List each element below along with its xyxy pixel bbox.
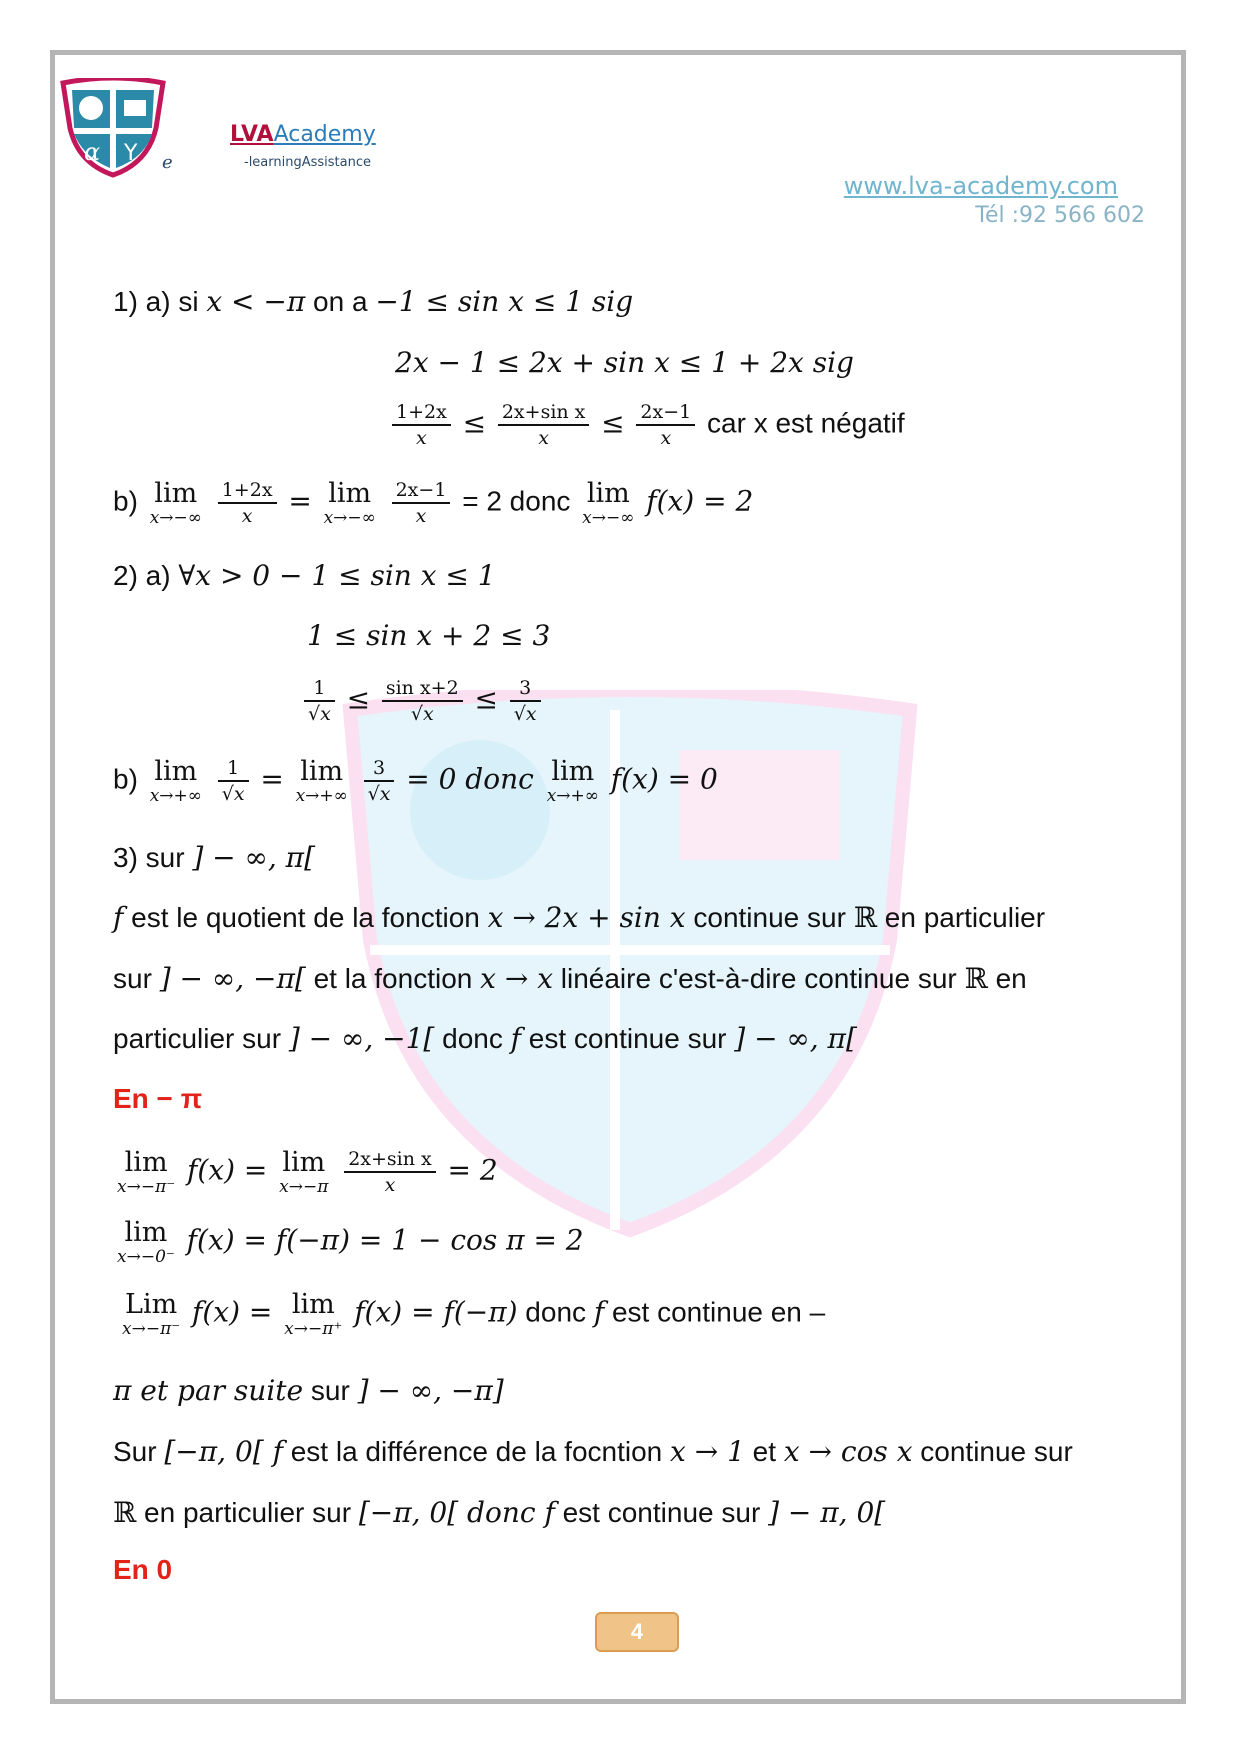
math: f bbox=[113, 901, 124, 934]
math: = bbox=[288, 484, 312, 518]
math: ] − ∞, π[ bbox=[192, 841, 315, 874]
lim-word: lim bbox=[551, 756, 595, 787]
numerator: 2x−1 bbox=[636, 400, 695, 426]
math: ℝ bbox=[113, 1496, 137, 1529]
numerator: 2x+sin x bbox=[344, 1147, 436, 1173]
limit bbox=[296, 757, 348, 805]
numerator: 3 bbox=[364, 756, 395, 782]
brand-subtitle: -learningAssistance bbox=[244, 155, 371, 170]
lim-sub: x→+∞ bbox=[295, 786, 348, 806]
website-link[interactable]: www.lva-academy.com bbox=[843, 172, 1118, 200]
text: sur bbox=[303, 1375, 358, 1406]
lim-sub: x→+∞ bbox=[149, 786, 202, 806]
paragraph-line-2 bbox=[113, 961, 1027, 997]
lim-sub: x→−0⁻ bbox=[117, 1247, 175, 1267]
denominator: √x bbox=[410, 703, 434, 725]
math: −1 ≤ sin x ≤ 1 sig bbox=[375, 285, 634, 318]
text: linéaire c'est-à-dire continue sur bbox=[552, 963, 965, 994]
math: f(x) = bbox=[192, 1295, 273, 1329]
brand-name bbox=[230, 122, 376, 147]
text: et la fonction bbox=[305, 963, 481, 994]
text: continue sur bbox=[912, 1436, 1073, 1467]
math: 1 ≤ sin x + 2 ≤ 3 bbox=[307, 619, 551, 652]
math: ] − ∞, π[ bbox=[734, 1022, 857, 1055]
math: f(x) = f(−π) = 1 − cos π = 2 bbox=[186, 1223, 584, 1257]
math: ] − ∞, −1[ bbox=[288, 1022, 435, 1055]
lim-word: lim bbox=[282, 1147, 326, 1178]
math: = bbox=[260, 762, 284, 796]
brand-lva: LVA bbox=[230, 122, 274, 147]
limit bbox=[150, 757, 202, 805]
lim-sub: x→−π⁺ bbox=[284, 1319, 343, 1339]
brand-academy: Academy bbox=[273, 122, 376, 147]
line-1a-step3 bbox=[388, 400, 905, 450]
paragraph-line-1 bbox=[113, 900, 1045, 936]
fraction bbox=[392, 478, 451, 528]
line-2b bbox=[113, 756, 718, 806]
heading-en-minus-pi: En − π bbox=[113, 1083, 203, 1114]
text: particulier sur bbox=[113, 1023, 289, 1054]
text: est continue sur bbox=[521, 1023, 735, 1054]
text: donc bbox=[517, 1296, 594, 1328]
math: f(x) = bbox=[187, 1153, 268, 1187]
lim-sub: x→+∞ bbox=[546, 786, 599, 806]
lim-sub: x→−∞ bbox=[582, 508, 635, 528]
lim-word: lim bbox=[586, 478, 630, 509]
text: on a bbox=[305, 286, 376, 317]
text: sur bbox=[113, 963, 160, 994]
math: π et par suite bbox=[113, 1374, 304, 1407]
paragraph-line-3 bbox=[113, 1021, 857, 1057]
text: en particulier sur bbox=[136, 1497, 359, 1528]
lim-sub: x→−π bbox=[279, 1177, 329, 1197]
math: [−π, 0[ bbox=[358, 1496, 459, 1529]
text: en particulier bbox=[876, 902, 1046, 933]
numerator: 3 bbox=[510, 676, 541, 702]
limit bbox=[279, 1148, 328, 1196]
text: est le quotient de la fonction bbox=[123, 902, 488, 933]
line-3 bbox=[113, 840, 315, 876]
text: continue sur bbox=[685, 902, 854, 933]
text: est continue en – bbox=[604, 1296, 826, 1328]
denominator: x bbox=[538, 427, 549, 449]
line-2a bbox=[113, 558, 496, 594]
denominator: x bbox=[241, 505, 253, 527]
text: donc bbox=[434, 1023, 511, 1054]
math: x → x bbox=[480, 962, 553, 995]
math: f bbox=[510, 1022, 522, 1055]
numerator: 2x+sin x bbox=[498, 400, 590, 426]
denominator: √x bbox=[221, 783, 245, 805]
continuity-line-1 bbox=[113, 1147, 498, 1197]
limit bbox=[150, 479, 202, 527]
math: f(x) = 0 bbox=[610, 762, 718, 796]
lim-sub: x→−π⁻ bbox=[122, 1319, 181, 1339]
svg-text:α: α bbox=[84, 138, 101, 166]
lim-sub: x→−∞ bbox=[149, 508, 202, 528]
math: f bbox=[593, 1295, 605, 1329]
math: x → cos x bbox=[783, 1435, 913, 1468]
limit bbox=[547, 757, 599, 805]
denominator: x bbox=[416, 427, 427, 449]
limit bbox=[582, 479, 634, 527]
math: x → 1 bbox=[670, 1435, 745, 1468]
math: ] − ∞, −π[ bbox=[159, 962, 306, 995]
page-number-badge: 4 bbox=[595, 1612, 679, 1652]
lim-word: lim bbox=[154, 756, 198, 787]
line-1a bbox=[113, 284, 633, 320]
denominator: √x bbox=[308, 703, 331, 725]
text: 2) a) bbox=[113, 560, 179, 591]
numerator: 1 bbox=[304, 676, 335, 702]
text: car x est négatif bbox=[707, 407, 905, 439]
line-2a-step2 bbox=[307, 618, 550, 654]
fraction bbox=[218, 756, 249, 806]
sur-line-2 bbox=[113, 1495, 885, 1531]
fraction bbox=[382, 676, 463, 726]
text: = 2 donc bbox=[462, 485, 579, 517]
fraction bbox=[510, 676, 541, 726]
limit bbox=[117, 1148, 175, 1196]
line-1a-step2 bbox=[395, 345, 854, 381]
denominator: x bbox=[660, 427, 672, 449]
text: est la différence de la focntion bbox=[282, 1436, 671, 1467]
fraction bbox=[364, 756, 395, 806]
lim-word: Lim bbox=[125, 1289, 178, 1320]
math: = 2 bbox=[447, 1153, 498, 1187]
sur-line-1 bbox=[113, 1434, 1073, 1470]
lim-word: lim bbox=[328, 478, 372, 509]
math: ] − π, 0[ bbox=[768, 1496, 886, 1529]
text: b) bbox=[113, 485, 146, 517]
numerator: 2x−1 bbox=[392, 478, 451, 504]
math: ∀x > 0 − 1 ≤ sin x ≤ 1 bbox=[178, 559, 496, 592]
continuity-line-3 bbox=[118, 1290, 825, 1338]
math: f bbox=[263, 1435, 283, 1468]
math: ℝ bbox=[853, 901, 877, 934]
text: 1) a) si bbox=[113, 286, 207, 317]
continuity-line-4 bbox=[113, 1373, 504, 1409]
telephone: Tél :92 566 602 bbox=[975, 203, 1145, 228]
math: ≤ bbox=[346, 682, 371, 716]
math: ≤ bbox=[474, 682, 498, 716]
math: donc f bbox=[458, 1496, 555, 1529]
math: = 0 donc bbox=[406, 762, 543, 796]
math: ≤ bbox=[462, 406, 487, 440]
denominator: x bbox=[415, 505, 427, 527]
limit bbox=[324, 479, 376, 527]
denominator: √x bbox=[367, 783, 391, 805]
lim-sub: x→−π⁻ bbox=[117, 1177, 176, 1197]
lim-word: lim bbox=[124, 1217, 168, 1248]
denominator: √x bbox=[513, 703, 537, 725]
numerator: sin x+2 bbox=[382, 676, 463, 702]
line-2a-step3 bbox=[300, 676, 545, 726]
limit bbox=[284, 1290, 342, 1338]
lim-word: lim bbox=[300, 756, 344, 787]
lim-word: lim bbox=[291, 1289, 335, 1320]
limit bbox=[117, 1218, 175, 1266]
numerator: 1+2x bbox=[218, 478, 277, 504]
math: ] − ∞, −π] bbox=[357, 1374, 504, 1407]
lim-sub: x→−∞ bbox=[323, 508, 376, 528]
text: Sur bbox=[113, 1436, 165, 1467]
text: 3) sur bbox=[113, 842, 193, 873]
lim-word: lim bbox=[124, 1147, 168, 1178]
math: [−π, 0[ bbox=[164, 1435, 264, 1468]
text: est continue sur bbox=[554, 1497, 769, 1528]
numerator: 1 bbox=[218, 756, 249, 782]
fraction bbox=[498, 400, 590, 450]
math: x → 2x + sin x bbox=[487, 901, 686, 934]
svg-text:Y: Y bbox=[124, 141, 138, 166]
line-1b bbox=[113, 478, 753, 528]
numerator: 1+2x bbox=[392, 400, 451, 426]
fraction bbox=[636, 400, 695, 450]
math: f(x) = 2 bbox=[646, 484, 754, 518]
math: ℝ bbox=[964, 962, 988, 995]
denominator: x bbox=[384, 1174, 396, 1196]
fraction bbox=[392, 400, 451, 450]
continuity-line-2 bbox=[113, 1218, 584, 1266]
lva-logo-icon bbox=[58, 78, 168, 178]
limit bbox=[122, 1290, 180, 1338]
math: f(x) = f(−π) bbox=[354, 1295, 518, 1329]
math: x < −π bbox=[206, 285, 306, 318]
text: b) bbox=[113, 763, 146, 795]
text: et bbox=[744, 1436, 784, 1467]
logo-e-mark: e bbox=[162, 152, 173, 173]
lim-word: lim bbox=[154, 478, 198, 509]
text: en bbox=[987, 963, 1027, 994]
fraction bbox=[344, 1147, 436, 1197]
math: 2x − 1 ≤ 2x + sin x ≤ 1 + 2x sig bbox=[395, 346, 854, 379]
fraction bbox=[218, 478, 277, 528]
heading-en-0: En 0 bbox=[113, 1554, 173, 1585]
math: ≤ bbox=[601, 406, 625, 440]
fraction bbox=[304, 676, 335, 726]
